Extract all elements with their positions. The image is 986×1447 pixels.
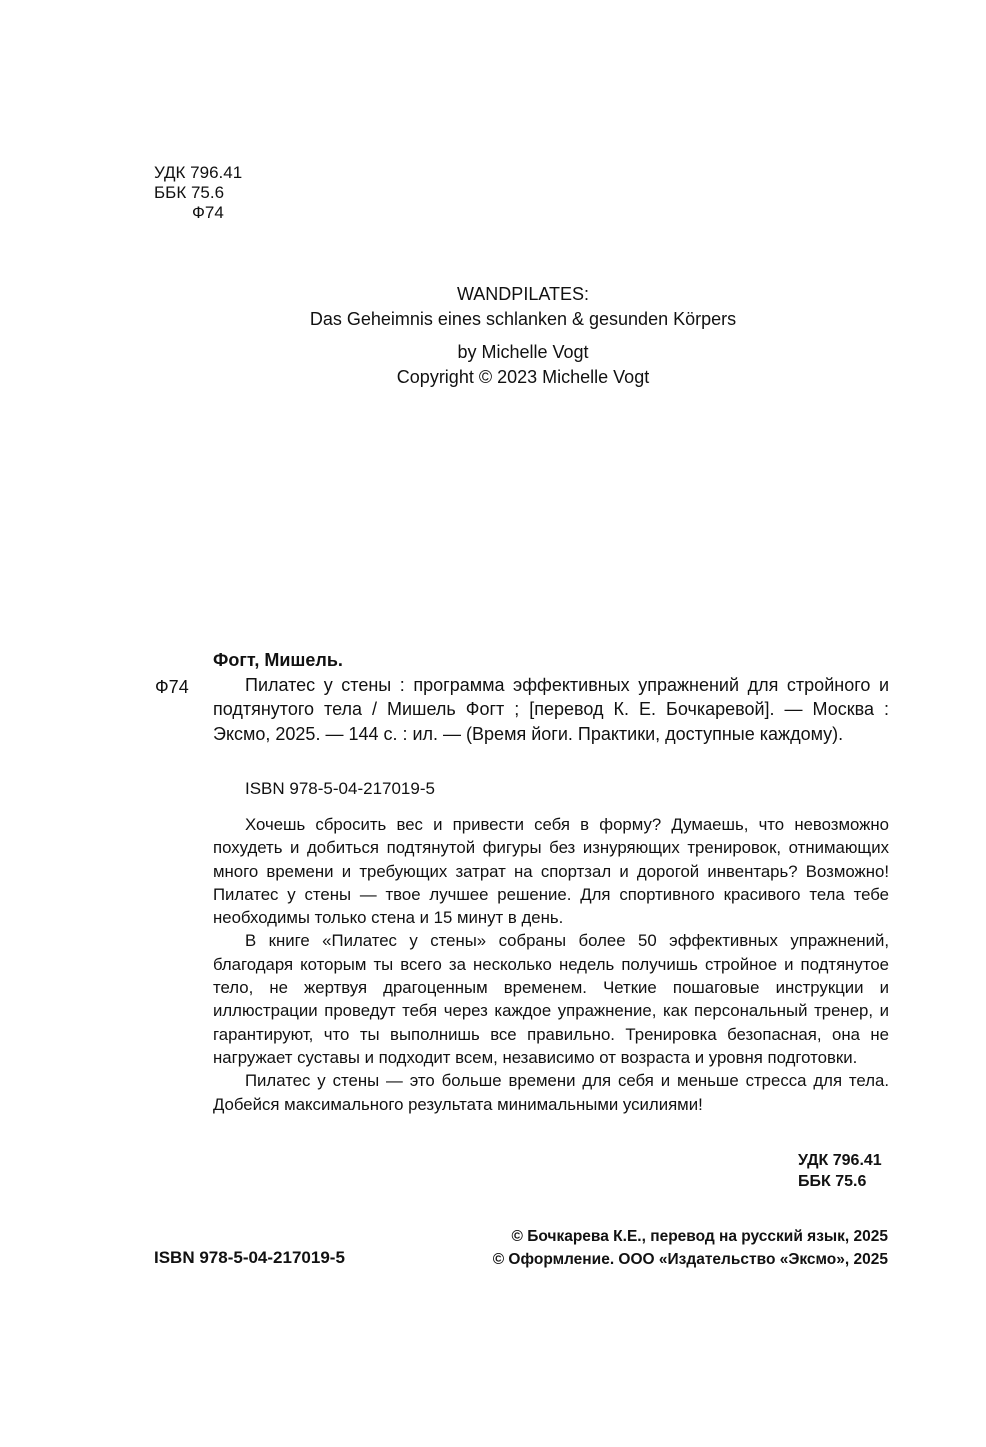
- catalog-description-text: Пилатес у стены : программа эффективных упражнений для стройного и подтянутого тела / Мишель Фогт ; [перевод К. Е. Бочкаревой]. — Москва : Эксмо, 2025. — 144 с. : ил. — (Время йоги. Практики, доступные каждому).: [213, 675, 889, 744]
- catalog-author-mark: Ф74: [155, 677, 189, 697]
- copyright-notices: [493, 1225, 888, 1271]
- catalog-author: Фогт, Мишель.: [213, 650, 343, 670]
- catalog-isbn: ISBN 978-5-04-217019-5: [245, 779, 435, 798]
- abstract-paragraph-3: Пилатес у стены — это больше времени для себя и меньше стресса для тела. Добейся максимального результата минимальными усилиями!: [213, 1071, 889, 1114]
- footer-isbn: ISBN 978-5-04-217019-5: [154, 1248, 345, 1267]
- original-edition-block: [0, 282, 986, 390]
- bbk-code-bottom: ББК 75.6: [798, 1173, 867, 1190]
- copyright-design: © Оформление. ООО «Издательство «Эксмо», 2025: [492, 1251, 888, 1268]
- abstract-paragraph-2: В книге «Пилатес у стены» собраны более 50 эффективных упражнений, благодаря которым ты всего за несколько недель получишь стройное и подтянутое тело, не жертвуя драгоценным временем. Четкие пошаговые инструкции и иллюстрации проведут тебя через каждое упражнение, как персональный тренер, и гарантируют, что ты выполнишь все правильно. Тренировка безопасная, она не нагружает суставы и подходит всем, независимо от возраста и уровня подготовки.: [213, 931, 889, 1067]
- copyright-translation: © Бочкарева К.Е., перевод на русский язык, 2025: [511, 1228, 888, 1245]
- author-mark: Ф74: [192, 203, 224, 222]
- udk-code: УДК 796.41: [154, 163, 243, 182]
- catalog-description: [213, 673, 889, 746]
- original-author: by Michelle Vogt: [457, 342, 589, 362]
- original-subtitle: Das Geheimnis eines schlanken & gesunden Körpers: [309, 309, 737, 329]
- udk-code-bottom: УДК 796.41: [798, 1152, 882, 1169]
- bbk-code: ББК 75.6: [154, 183, 225, 202]
- classification-codes-top: [154, 163, 242, 223]
- book-abstract: [213, 813, 889, 1116]
- abstract-paragraph-1: Хочешь сбросить вес и привести себя в форму? Думаешь, что невозможно похудеть и добиться подтянутой фигуры без изнуряющих тренировок, отнимающих много времени и требующих затрат на спортзал и дорогой инвентарь? Возможно! Пилатес у стены — твое лучшее решение. Для спортивного красивого тела тебе необходимы только стена и 15 минут в день.: [213, 815, 889, 928]
- original-title: WANDPILATES:: [456, 284, 590, 304]
- original-copyright: Copyright © 2023 Michelle Vogt: [396, 367, 650, 387]
- classification-codes-bottom: [798, 1150, 882, 1192]
